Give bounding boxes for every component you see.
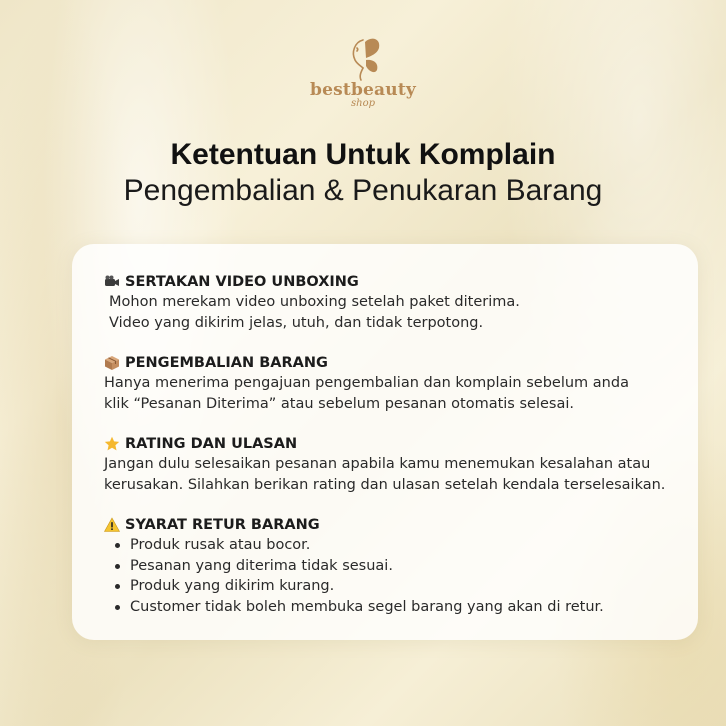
- bullet-list: [104, 535, 694, 617]
- video-camera-icon: [104, 274, 120, 290]
- section-text-line: kerusakan. Silahkan berikan rating dan ulasan setelah kendala terselesaikan.: [104, 476, 666, 493]
- list-item: Pesanan yang diterima tidak sesuai.: [130, 556, 694, 577]
- list-item: Produk rusak atau bocor.: [130, 535, 694, 556]
- section-text-line: klik “Pesanan Diterima” atau sebelum pesanan otomatis selesai.: [104, 395, 574, 412]
- package-icon: [104, 355, 120, 371]
- section-heading-text: RATING DAN ULASAN: [125, 436, 298, 452]
- butterfly-face-icon: [341, 34, 385, 82]
- section-heading-text: PENGEMBALIAN BARANG: [125, 355, 328, 371]
- brand-tagline: shop: [351, 98, 375, 109]
- section-text-line: Jangan dulu selesaikan pesanan apabila kamu menemukan kesalahan atau: [104, 456, 651, 472]
- section-heading: [104, 353, 694, 373]
- page-title: [0, 138, 726, 208]
- section-heading-text: SERTAKAN VIDEO UNBOXING: [125, 274, 359, 290]
- section-return-terms: [104, 515, 694, 617]
- section-heading-text: SYARAT RETUR BARANG: [125, 517, 320, 533]
- star-icon: [104, 436, 120, 452]
- list-item: Customer tidak boleh membuka segel barang yang akan di retur.: [130, 597, 694, 618]
- complaint-rules: [104, 272, 694, 637]
- title-main: Ketentuan Untuk Komplain: [170, 138, 556, 171]
- section-text-line: Mohon merekam video unboxing setelah paket diterima.: [109, 294, 520, 310]
- section-heading: [104, 272, 694, 292]
- section-rating: [104, 434, 694, 495]
- brand-logo: [0, 34, 726, 109]
- section-heading: [104, 434, 694, 454]
- section-text-line: Video yang dikirim jelas, utuh, dan tidak terpotong.: [109, 314, 484, 331]
- title-sub: Pengembalian & Penukaran Barang: [123, 174, 603, 207]
- brand-name: bestbeauty: [310, 80, 416, 100]
- warning-icon: [104, 517, 120, 533]
- section-returns: [104, 353, 694, 414]
- list-item: Produk yang dikirim kurang.: [130, 576, 694, 597]
- section-heading: [104, 515, 694, 535]
- section-text-line: Hanya menerima pengajuan pengembalian dan komplain sebelum anda: [104, 375, 629, 391]
- section-video-unboxing: [104, 272, 694, 333]
